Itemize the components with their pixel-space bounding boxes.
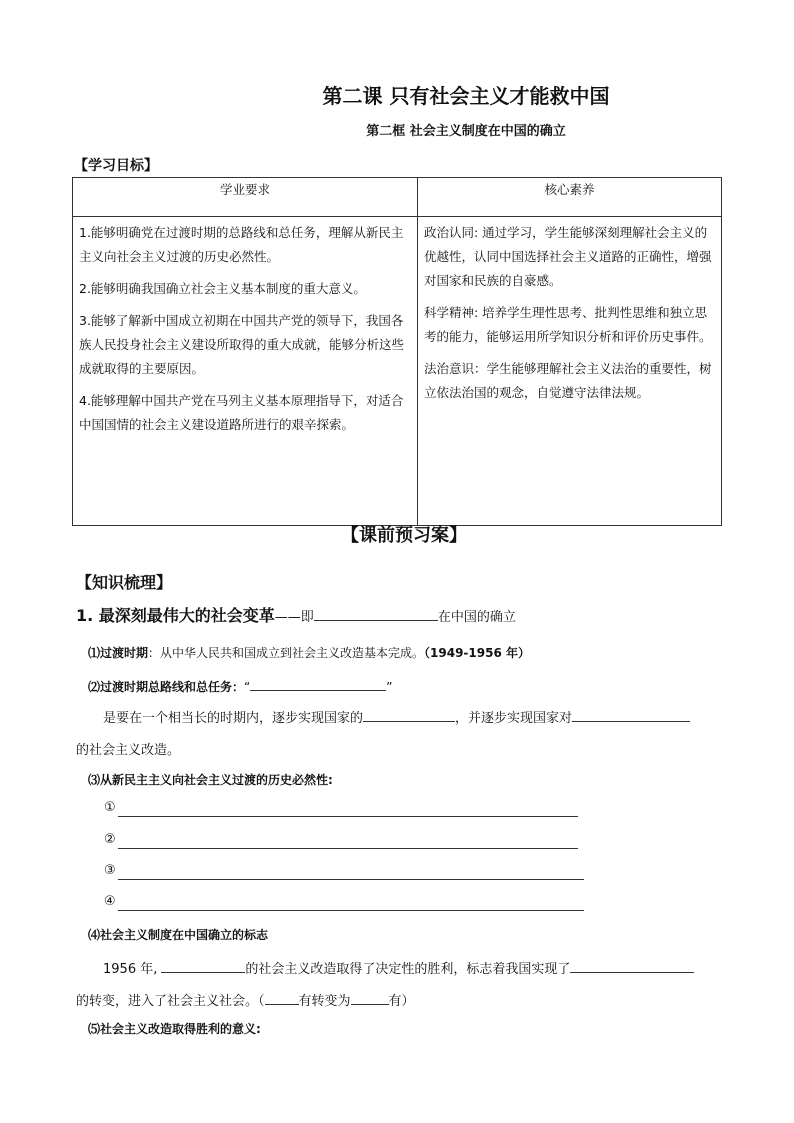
transition-period-text: ：从中华人民共和国成立到社会主义改造基本完成。 xyxy=(148,646,425,660)
heading-1-prefix: 1. 最深刻最伟大的社会变革 xyxy=(76,606,275,625)
general-line-body-2: 的社会主义改造。 xyxy=(76,743,181,758)
competency-item: 科学精神: 培养学生理性思考、批判性思维和独立思考的能力，能够运用所学知识分析和评价历史事件。 xyxy=(424,305,712,344)
knowledge-heading-1 xyxy=(76,603,516,626)
requirement-item: 3.能够了解新中国成立初期在中国共产党的领导下，我国各族人民投身社会主义建设所取得的重大成就，能够分析这些成就取得的主要原因。 xyxy=(79,313,405,376)
necessity-item-1: ① xyxy=(104,800,116,815)
establishment-mark-body-1 xyxy=(103,958,694,977)
competencies-cell xyxy=(418,217,722,526)
fill-blank[interactable] xyxy=(363,708,455,722)
fill-blank[interactable] xyxy=(314,606,438,621)
establishment-text: 1956 年, xyxy=(103,962,158,977)
heading-1-dash: ——即 xyxy=(274,610,314,625)
heading-1-suffix: 在中国的确立 xyxy=(437,610,516,625)
fill-blank[interactable] xyxy=(570,959,694,973)
answer-line[interactable] xyxy=(118,848,578,849)
necessity-item-4: ④ xyxy=(104,894,116,909)
requirement-item: 2.能够明确我国确立社会主义基本制度的重大意义。 xyxy=(79,281,366,296)
necessity-item-3: ③ xyxy=(104,863,116,878)
header-requirements: 学业要求 xyxy=(73,178,418,217)
significance-label: ⑸社会主义改造取得胜利的意义: xyxy=(88,1022,261,1036)
competency-item: 政治认同: 通过学习，学生能够深刻理解社会主义的优越性，认同中国选择社会主义道路的正确性，增强对国家和民族的自豪感。 xyxy=(424,225,712,288)
transition-period-years: （1949-1956 年） xyxy=(424,646,530,660)
fill-blank[interactable] xyxy=(161,959,245,973)
knowledge-label: 【知识梳理】 xyxy=(76,573,173,592)
necessity-label: ⑶从新民主主义向社会主义过渡的历史必然性: xyxy=(88,773,333,787)
fill-blank[interactable] xyxy=(250,677,386,691)
establishment-text: 有） xyxy=(388,994,415,1009)
fill-blank[interactable] xyxy=(572,708,690,722)
transition-period xyxy=(88,644,530,661)
objectives-table xyxy=(72,177,722,526)
header-competencies: 核心素养 xyxy=(418,178,722,217)
close-quote: ” xyxy=(386,680,393,694)
general-line-body-1 xyxy=(103,707,690,726)
objectives-label: 【学习目标】 xyxy=(74,158,158,174)
general-line-label: ⑵过渡时期总路线和总任务： xyxy=(88,680,245,694)
answer-line[interactable] xyxy=(118,816,578,817)
requirement-item: 1.能够明确党在过渡时期的总路线和总任务，理解从新民主主义向社会主义过渡的历史必然性。 xyxy=(79,225,404,264)
establishment-text: 的转变，进入了社会主义社会。（ xyxy=(76,994,265,1009)
open-quote: “ xyxy=(244,680,251,694)
establishment-text: 的社会主义改造取得了决定性的胜利，标志着我国实现了 xyxy=(245,962,571,977)
lesson-subtitle: 第二框 社会主义制度在中国的确立 xyxy=(366,124,566,139)
general-line-text: 是要在一个相当长的时期内，逐步实现国家的 xyxy=(103,711,364,726)
general-line-text: ，并逐步实现国家对 xyxy=(455,711,573,726)
lesson-title: 第二课 只有社会主义才能救中国 xyxy=(322,84,610,108)
general-line xyxy=(88,677,392,695)
establishment-mark-label: ⑷社会主义制度在中国确立的标志 xyxy=(88,928,269,942)
transition-period-label: ⑴过渡时期 xyxy=(88,646,149,660)
competency-item: 法治意识：学生能够理解社会主义法治的重要性，树立依法治国的观念，自觉遵守法律法规。 xyxy=(424,361,712,400)
answer-line[interactable] xyxy=(118,910,584,911)
requirements-cell xyxy=(73,217,418,526)
establishment-text: 有转变为 xyxy=(298,994,351,1009)
fill-blank[interactable] xyxy=(351,991,389,1005)
preview-heading: 【课前预习案】 xyxy=(341,525,467,546)
requirement-item: 4.能够理解中国共产党在马列主义基本原理指导下，对适合中国国情的社会主义建设道路所进行的艰辛探索。 xyxy=(79,393,404,432)
answer-line[interactable] xyxy=(118,879,584,880)
establishment-mark-body-2 xyxy=(76,990,415,1009)
fill-blank[interactable] xyxy=(265,991,299,1005)
necessity-item-2: ② xyxy=(104,832,116,847)
